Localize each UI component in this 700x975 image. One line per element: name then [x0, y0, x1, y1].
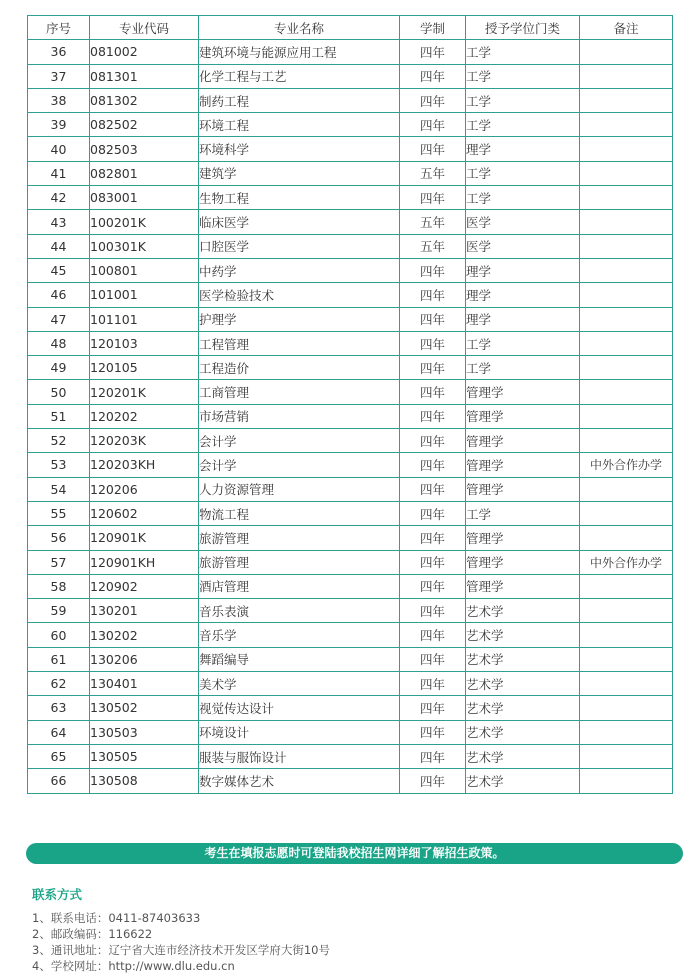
- table-body: [28, 40, 673, 793]
- cell-major-name: 物流工程: [199, 501, 400, 525]
- cell-seq: 36: [28, 40, 90, 64]
- cell-note: [580, 64, 673, 88]
- table-row: [28, 429, 673, 453]
- cell-major-name: 工商管理: [199, 380, 400, 404]
- cell-code: 120206: [90, 477, 199, 501]
- cell-degree: 艺术学: [466, 720, 580, 744]
- table-row: [28, 210, 673, 234]
- cell-degree: 管理学: [466, 404, 580, 428]
- cell-code: 120602: [90, 501, 199, 525]
- table-row: [28, 672, 673, 696]
- cell-seq: 56: [28, 526, 90, 550]
- cell-note: [580, 307, 673, 331]
- cell-code: 130503: [90, 720, 199, 744]
- cell-code: 100201K: [90, 210, 199, 234]
- cell-seq: 39: [28, 113, 90, 137]
- cell-seq: 46: [28, 283, 90, 307]
- cell-degree: 工学: [466, 64, 580, 88]
- table-row: [28, 186, 673, 210]
- table-row: [28, 40, 673, 64]
- cell-code: 101101: [90, 307, 199, 331]
- cell-major-name: 建筑环境与能源应用工程: [199, 40, 400, 64]
- table-row: [28, 113, 673, 137]
- cell-years: 四年: [400, 672, 466, 696]
- header-degree: 授予学位门类: [466, 16, 580, 40]
- cell-seq: 51: [28, 404, 90, 428]
- table-row: [28, 720, 673, 744]
- cell-major-name: 旅游管理: [199, 550, 400, 574]
- cell-major-name: 生物工程: [199, 186, 400, 210]
- table-row: [28, 404, 673, 428]
- cell-note: [580, 331, 673, 355]
- table-row: [28, 88, 673, 112]
- cell-degree: 工学: [466, 113, 580, 137]
- table-row: [28, 234, 673, 258]
- cell-seq: 50: [28, 380, 90, 404]
- cell-years: 四年: [400, 404, 466, 428]
- cell-code: 130502: [90, 696, 199, 720]
- cell-major-name: 旅游管理: [199, 526, 400, 550]
- cell-code: 120203KH: [90, 453, 199, 477]
- cell-major-name: 环境工程: [199, 113, 400, 137]
- cell-degree: 理学: [466, 137, 580, 161]
- cell-years: 四年: [400, 307, 466, 331]
- cell-degree: 艺术学: [466, 599, 580, 623]
- cell-note: [580, 429, 673, 453]
- table-row: [28, 331, 673, 355]
- contact-website: 4、学校网址：http://www.dlu.edu.cn: [32, 959, 235, 973]
- cell-seq: 40: [28, 137, 90, 161]
- cell-code: 082801: [90, 161, 199, 185]
- cell-years: 四年: [400, 429, 466, 453]
- cell-major-name: 工程管理: [199, 331, 400, 355]
- cell-years: 四年: [400, 574, 466, 598]
- cell-note: [580, 234, 673, 258]
- cell-years: 四年: [400, 696, 466, 720]
- cell-seq: 45: [28, 258, 90, 282]
- cell-years: 四年: [400, 137, 466, 161]
- table-row: [28, 526, 673, 550]
- cell-note: 中外合作办学: [580, 453, 673, 477]
- cell-code: 130202: [90, 623, 199, 647]
- contact-phone: 1、联系电话：0411-87403633: [32, 911, 201, 925]
- cell-years: 四年: [400, 623, 466, 647]
- cell-note: [580, 769, 673, 793]
- cell-code: 120201K: [90, 380, 199, 404]
- cell-seq: 54: [28, 477, 90, 501]
- cell-major-name: 护理学: [199, 307, 400, 331]
- cell-code: 120901K: [90, 526, 199, 550]
- cell-code: 082502: [90, 113, 199, 137]
- cell-note: [580, 40, 673, 64]
- cell-code: 081302: [90, 88, 199, 112]
- cell-years: 四年: [400, 453, 466, 477]
- cell-seq: 59: [28, 599, 90, 623]
- table-row: [28, 283, 673, 307]
- cell-code: 081301: [90, 64, 199, 88]
- cell-note: [580, 744, 673, 768]
- cell-major-name: 会计学: [199, 429, 400, 453]
- cell-degree: 管理学: [466, 477, 580, 501]
- cell-note: [580, 623, 673, 647]
- table-row: [28, 599, 673, 623]
- cell-degree: 理学: [466, 283, 580, 307]
- cell-seq: 44: [28, 234, 90, 258]
- cell-seq: 62: [28, 672, 90, 696]
- cell-note: [580, 672, 673, 696]
- cell-major-name: 视觉传达设计: [199, 696, 400, 720]
- cell-degree: 管理学: [466, 574, 580, 598]
- cell-degree: 工学: [466, 161, 580, 185]
- cell-degree: 工学: [466, 501, 580, 525]
- cell-note: [580, 186, 673, 210]
- cell-seq: 47: [28, 307, 90, 331]
- table-row: [28, 258, 673, 282]
- cell-degree: 艺术学: [466, 623, 580, 647]
- cell-code: 130206: [90, 647, 199, 671]
- cell-years: 四年: [400, 550, 466, 574]
- cell-years: 四年: [400, 356, 466, 380]
- cell-major-name: 会计学: [199, 453, 400, 477]
- cell-degree: 工学: [466, 40, 580, 64]
- admission-policy-banner: 考生在填报志愿时可登陆我校招生网详细了解招生政策。: [26, 843, 683, 864]
- cell-years: 四年: [400, 647, 466, 671]
- header-name: 专业名称: [199, 16, 400, 40]
- table-row: [28, 380, 673, 404]
- table-row: [28, 64, 673, 88]
- cell-note: [580, 720, 673, 744]
- cell-degree: 理学: [466, 258, 580, 282]
- table-row: [28, 477, 673, 501]
- cell-years: 四年: [400, 501, 466, 525]
- cell-seq: 38: [28, 88, 90, 112]
- cell-note: [580, 404, 673, 428]
- cell-note: [580, 88, 673, 112]
- cell-years: 四年: [400, 599, 466, 623]
- table-row: [28, 647, 673, 671]
- cell-seq: 60: [28, 623, 90, 647]
- cell-code: 100301K: [90, 234, 199, 258]
- cell-note: [580, 356, 673, 380]
- cell-seq: 49: [28, 356, 90, 380]
- cell-degree: 艺术学: [466, 744, 580, 768]
- cell-major-name: 美术学: [199, 672, 400, 696]
- cell-note: [580, 526, 673, 550]
- cell-years: 四年: [400, 283, 466, 307]
- cell-code: 130505: [90, 744, 199, 768]
- cell-major-name: 中药学: [199, 258, 400, 282]
- cell-code: 120103: [90, 331, 199, 355]
- cell-note: [580, 696, 673, 720]
- table-row: [28, 769, 673, 793]
- table-row: [28, 696, 673, 720]
- cell-note: [580, 599, 673, 623]
- cell-note: [580, 161, 673, 185]
- cell-seq: 57: [28, 550, 90, 574]
- cell-degree: 艺术学: [466, 696, 580, 720]
- cell-major-name: 口腔医学: [199, 234, 400, 258]
- cell-major-name: 工程造价: [199, 356, 400, 380]
- cell-code: 130201: [90, 599, 199, 623]
- table-row: [28, 744, 673, 768]
- header-seq: 序号: [28, 16, 90, 40]
- cell-major-name: 人力资源管理: [199, 477, 400, 501]
- header-code: 专业代码: [90, 16, 199, 40]
- cell-major-name: 酒店管理: [199, 574, 400, 598]
- cell-degree: 艺术学: [466, 769, 580, 793]
- cell-code: 082503: [90, 137, 199, 161]
- table-row: [28, 550, 673, 574]
- cell-code: 101001: [90, 283, 199, 307]
- cell-degree: 工学: [466, 356, 580, 380]
- cell-major-name: 数字媒体艺术: [199, 769, 400, 793]
- table-row: [28, 307, 673, 331]
- cell-years: 五年: [400, 161, 466, 185]
- cell-major-name: 音乐表演: [199, 599, 400, 623]
- header-note: 备注: [580, 16, 673, 40]
- cell-seq: 53: [28, 453, 90, 477]
- cell-code: 083001: [90, 186, 199, 210]
- cell-years: 四年: [400, 720, 466, 744]
- cell-seq: 66: [28, 769, 90, 793]
- cell-years: 四年: [400, 380, 466, 404]
- cell-degree: 管理学: [466, 429, 580, 453]
- cell-code: 120105: [90, 356, 199, 380]
- cell-note: 中外合作办学: [580, 550, 673, 574]
- cell-years: 四年: [400, 331, 466, 355]
- cell-note: [580, 258, 673, 282]
- cell-years: 五年: [400, 234, 466, 258]
- table-row: [28, 453, 673, 477]
- table-row: [28, 623, 673, 647]
- cell-years: 四年: [400, 477, 466, 501]
- cell-degree: 管理学: [466, 453, 580, 477]
- cell-years: 五年: [400, 210, 466, 234]
- cell-code: 081002: [90, 40, 199, 64]
- cell-years: 四年: [400, 64, 466, 88]
- cell-seq: 55: [28, 501, 90, 525]
- cell-years: 四年: [400, 113, 466, 137]
- cell-degree: 工学: [466, 88, 580, 112]
- cell-code: 130401: [90, 672, 199, 696]
- table-row: [28, 161, 673, 185]
- cell-code: 100801: [90, 258, 199, 282]
- cell-years: 四年: [400, 88, 466, 112]
- cell-seq: 58: [28, 574, 90, 598]
- cell-degree: 工学: [466, 331, 580, 355]
- cell-major-name: 服装与服饰设计: [199, 744, 400, 768]
- cell-degree: 工学: [466, 186, 580, 210]
- cell-seq: 65: [28, 744, 90, 768]
- contact-section: [32, 885, 330, 974]
- cell-major-name: 环境设计: [199, 720, 400, 744]
- cell-years: 四年: [400, 769, 466, 793]
- cell-major-name: 音乐学: [199, 623, 400, 647]
- cell-years: 四年: [400, 258, 466, 282]
- cell-degree: 医学: [466, 234, 580, 258]
- cell-seq: 37: [28, 64, 90, 88]
- cell-years: 四年: [400, 526, 466, 550]
- table-header-row: [28, 16, 673, 40]
- cell-degree: 管理学: [466, 380, 580, 404]
- cell-seq: 52: [28, 429, 90, 453]
- cell-code: 120901KH: [90, 550, 199, 574]
- table-row: [28, 574, 673, 598]
- cell-code: 120902: [90, 574, 199, 598]
- cell-major-name: 市场营销: [199, 404, 400, 428]
- cell-years: 四年: [400, 186, 466, 210]
- cell-note: [580, 113, 673, 137]
- cell-years: 四年: [400, 744, 466, 768]
- majors-table: [27, 15, 673, 794]
- cell-code: 130508: [90, 769, 199, 793]
- cell-years: 四年: [400, 40, 466, 64]
- cell-major-name: 临床医学: [199, 210, 400, 234]
- cell-note: [580, 283, 673, 307]
- cell-note: [580, 380, 673, 404]
- cell-degree: 医学: [466, 210, 580, 234]
- cell-major-name: 环境科学: [199, 137, 400, 161]
- contact-address: 3、通讯地址：辽宁省大连市经济技术开发区学府大街10号: [32, 943, 330, 957]
- cell-degree: 理学: [466, 307, 580, 331]
- contact-postcode: 2、邮政编码：116622: [32, 927, 153, 941]
- cell-major-name: 化学工程与工艺: [199, 64, 400, 88]
- cell-major-name: 舞蹈编导: [199, 647, 400, 671]
- cell-degree: 管理学: [466, 550, 580, 574]
- cell-degree: 艺术学: [466, 647, 580, 671]
- cell-degree: 艺术学: [466, 672, 580, 696]
- cell-note: [580, 501, 673, 525]
- table-row: [28, 501, 673, 525]
- header-years: 学制: [400, 16, 466, 40]
- cell-seq: 61: [28, 647, 90, 671]
- cell-major-name: 制药工程: [199, 88, 400, 112]
- table-row: [28, 137, 673, 161]
- cell-note: [580, 477, 673, 501]
- cell-seq: 41: [28, 161, 90, 185]
- cell-code: 120202: [90, 404, 199, 428]
- cell-note: [580, 574, 673, 598]
- contact-title: 联系方式: [32, 887, 83, 902]
- cell-note: [580, 210, 673, 234]
- cell-seq: 42: [28, 186, 90, 210]
- cell-seq: 43: [28, 210, 90, 234]
- table-row: [28, 356, 673, 380]
- cell-seq: 63: [28, 696, 90, 720]
- cell-code: 120203K: [90, 429, 199, 453]
- cell-degree: 管理学: [466, 526, 580, 550]
- cell-note: [580, 137, 673, 161]
- cell-major-name: 建筑学: [199, 161, 400, 185]
- cell-seq: 64: [28, 720, 90, 744]
- cell-seq: 48: [28, 331, 90, 355]
- cell-note: [580, 647, 673, 671]
- cell-major-name: 医学检验技术: [199, 283, 400, 307]
